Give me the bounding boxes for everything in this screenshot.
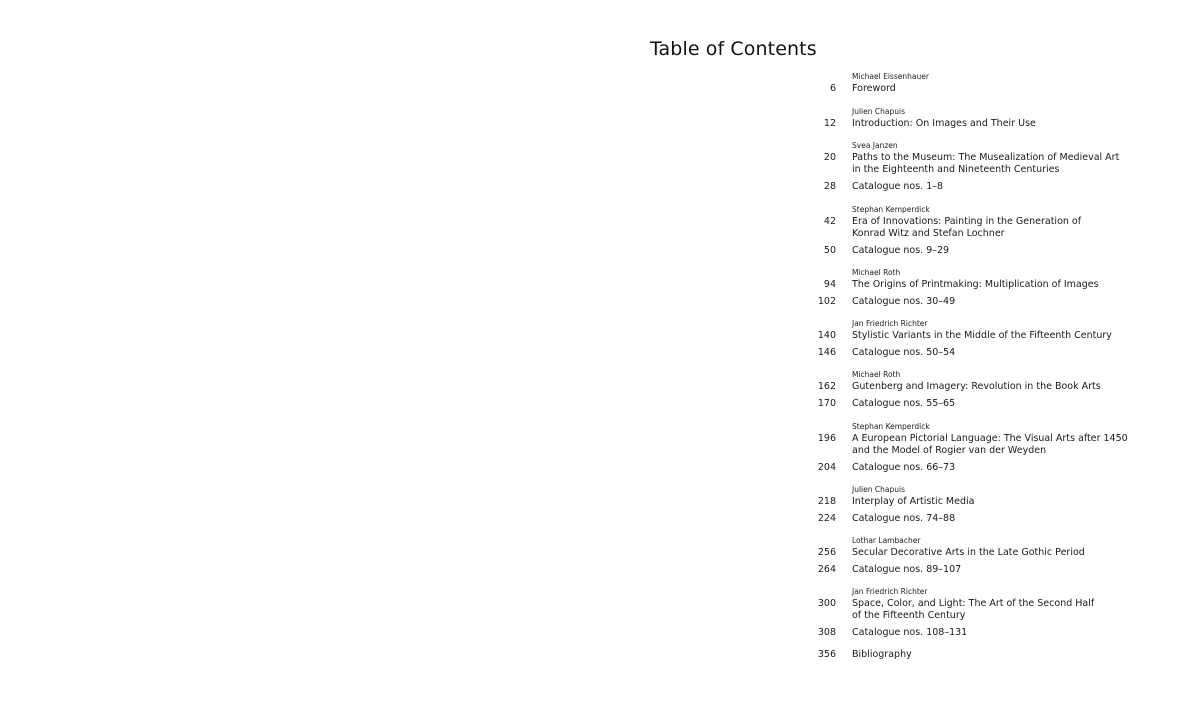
toc-entry-title: Bibliography [852,649,912,660]
toc-author: Julien Chapuis [852,485,905,494]
toc-page-number: 146 [817,347,836,358]
toc-entry-title: and the Model of Rogier van der Weyden [852,445,1047,456]
toc-page-number: 20 [823,152,836,163]
toc-author: Michael Eissenhauer [852,72,929,81]
toc-entry-title: Catalogue nos. 9–29 [852,245,950,256]
toc-entry-title: Konrad Witz and Stefan Lochner [852,228,1005,239]
toc-entry-title: Catalogue nos. 1–8 [852,181,944,192]
toc-author: Stephan Kemperdick [852,205,930,214]
toc-author: Jan Friedrich Richter [852,587,928,596]
toc-entry-title: Catalogue nos. 108–131 [852,627,968,638]
toc-entry-title: Space, Color, and Light: The Art of the Second Half [852,598,1095,609]
toc-entry-title: A European Pictorial Language: The Visual Arts after 1450 [852,433,1128,444]
toc-page-number: 224 [817,513,836,524]
toc-entry-title: Introduction: On Images and Their Use [852,118,1036,129]
toc-entry-title: Secular Decorative Arts in the Late Gothic Period [852,547,1085,558]
toc-entry-title: Era of Innovations: Painting in the Generation of [852,216,1082,227]
toc-entry-title: Catalogue nos. 74–88 [852,513,956,524]
page-title: Table of Contents [650,38,817,60]
toc-author: Julien Chapuis [852,107,905,116]
toc-entry-title: Catalogue nos. 55–65 [852,398,956,409]
toc-entry-title: Foreword [852,83,896,94]
toc-author: Svea Janzen [852,141,898,150]
toc-page-number: 102 [817,296,836,307]
toc-entry-title: Catalogue nos. 89–107 [852,564,962,575]
toc-page-number: 300 [817,598,836,609]
toc-page-number: 50 [823,245,836,256]
toc-author: Lothar Lambacher [852,536,921,545]
toc-entry-title: in the Eighteenth and Nineteenth Centuries [852,164,1060,175]
toc-page-number: 162 [817,381,836,392]
toc-author: Michael Roth [852,370,901,379]
toc-page-number: 356 [817,649,836,660]
toc-entry-title: Catalogue nos. 30–49 [852,296,956,307]
toc-author: Stephan Kemperdick [852,422,930,431]
toc-page-number: 218 [817,496,836,507]
toc-page-number: 196 [817,433,836,444]
toc-page-number: 6 [829,83,836,94]
toc-page-number: 264 [817,564,836,575]
toc-page-number: 308 [817,627,836,638]
toc-entry-title: of the Fifteenth Century [852,610,966,621]
toc-entry-title: Interplay of Artistic Media [852,496,975,507]
toc-page-number: 204 [817,462,836,473]
toc-page-number: 28 [823,181,836,192]
toc-entry-title: Stylistic Variants in the Middle of the Fifteenth Century [852,330,1112,341]
toc-author: Michael Roth [852,268,901,277]
toc-entry-title: The Origins of Printmaking: Multiplication of Images [852,279,1099,290]
toc-entry-title: Gutenberg and Imagery: Revolution in the Book Arts [852,381,1101,392]
toc-entry-title: Paths to the Museum: The Musealization of Medieval Art [852,152,1120,163]
toc-page-number: 42 [823,216,836,227]
toc-entry-title: Catalogue nos. 66–73 [852,462,956,473]
toc-page-number: 94 [823,279,836,290]
toc-page-number: 256 [817,547,836,558]
toc-entry-title: Catalogue nos. 50–54 [852,347,956,358]
toc-author: Jan Friedrich Richter [852,319,928,328]
toc-page-number: 140 [817,330,836,341]
toc-page-number: 12 [823,118,836,129]
toc-page-number: 170 [817,398,836,409]
